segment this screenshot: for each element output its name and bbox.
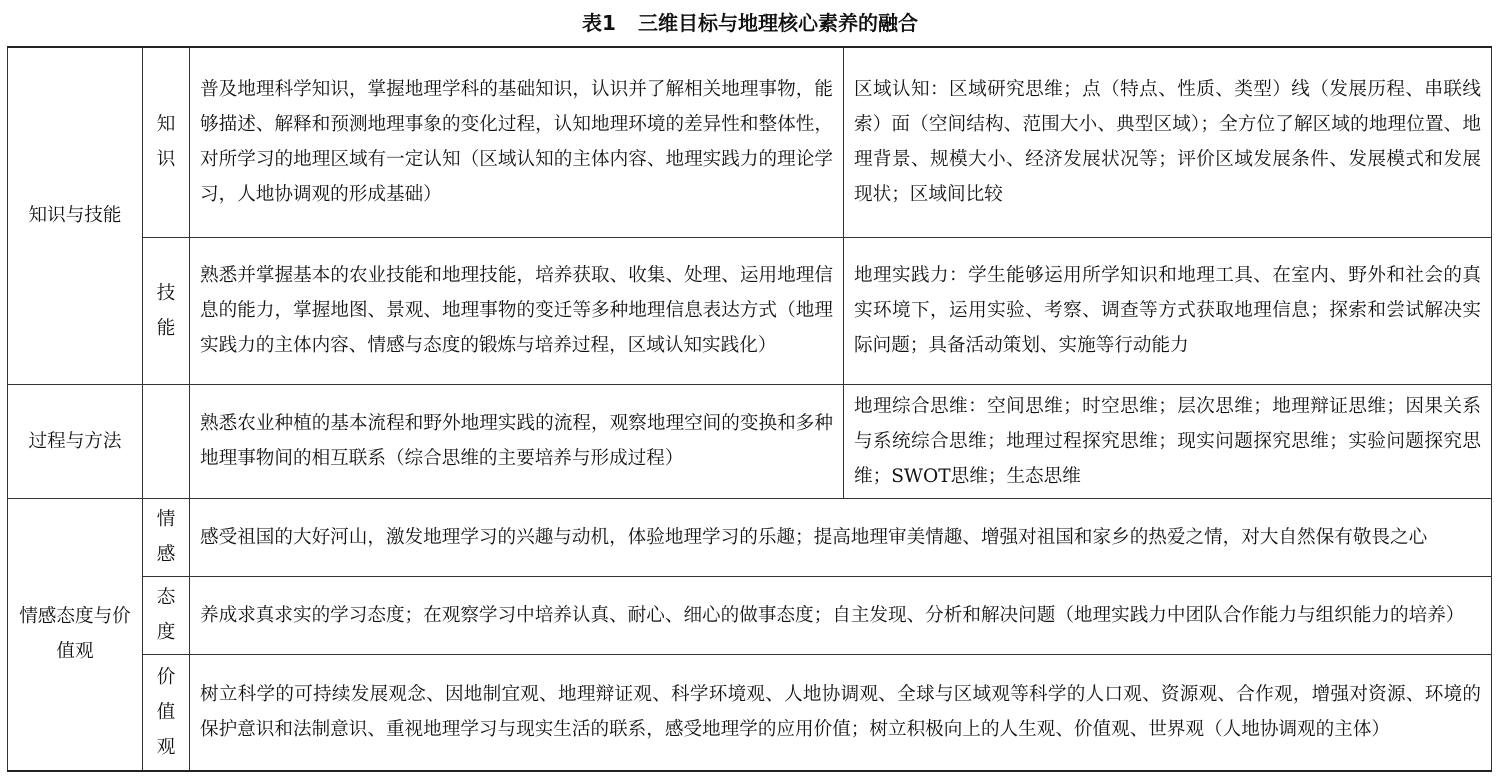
subcategory-char: 观 (156, 736, 176, 758)
knowledge-goal-text: 普及地理科学知识，掌握地理学科的基础知识，认识并了解相关地理事物，能够描述、解释和预测地理事象的变化过程，认知地理环境的差异性和整体性，对所学习的地理区域有一定认知（区域认知的主体内容、地理实践力的理论学习，人地协调观的形成基础） (190, 47, 844, 237)
table-row (8, 654, 1492, 771)
subcategory-char: 知 (156, 114, 176, 136)
table-row (8, 384, 1492, 498)
emotion-text: 感受祖国的大好河山，激发地理学习的兴趣与动机，体验地理学习的乐趣；提高地理审美情趣、增强对祖国和家乡的热爱之情，对大自然保有敬畏之心 (190, 498, 1492, 576)
attitude-text: 养成求真求实的学习态度；在观察学习中培养认真、耐心、细心的做事态度；自主发现、分析和解决问题（地理实践力中团队合作能力与组织能力的培养） (190, 576, 1492, 654)
table-row (8, 47, 1492, 237)
subcategory-char: 度 (156, 622, 176, 643)
table-number: 表1 (582, 11, 616, 35)
subcategory-char: 情 (156, 509, 176, 530)
category-process-methods: 过程与方法 (8, 384, 143, 498)
subcategory-knowledge (143, 47, 190, 237)
subcategory-char: 能 (156, 317, 176, 339)
subcategory-char: 态 (156, 587, 176, 608)
subcategory-char: 值 (156, 701, 176, 723)
subcategory-char: 感 (156, 544, 176, 565)
subcategory-values (143, 654, 190, 771)
table-caption (0, 6, 1500, 40)
regional-cognition-text: 区域认知：区域研究思维；点（特点、性质、类型）线（发展历程、串联线索）面（空间结构、范围大小、典型区域）；全方位了解区域的地理位置、地理背景、规模大小、经济发展状况等；评价区域发展条件、发展模式和发展现状；区域间比较 (844, 47, 1492, 237)
subcategory-char: 技 (156, 282, 176, 304)
subcategory-attitude (143, 576, 190, 654)
subcategory-emotion (143, 498, 190, 576)
subcategory-char: 识 (156, 149, 176, 171)
table-row (8, 237, 1492, 384)
table-row (8, 576, 1492, 654)
skills-goal-text: 熟悉并掌握基本的农业技能和地理技能，培养获取、收集、处理、运用地理信息的能力，掌握地图、景观、地理事物的变迁等多种地理信息表达方式（地理实践力的主体内容、情感与态度的锻炼与培养过程，区域认知实践化） (190, 237, 844, 384)
table-row (8, 498, 1492, 576)
geo-practice-text: 地理实践力：学生能够运用所学知识和地理工具、在室内、野外和社会的真实环境下，运用实验、考察、调查等方式获取地理信息；探索和尝试解决实际问题；具备活动策划、实施等行动能力 (844, 237, 1492, 384)
category-attitudes-values: 情感态度与价值观 (8, 498, 143, 771)
subcategory-skills (143, 237, 190, 384)
category-knowledge-skills: 知识与技能 (8, 47, 143, 384)
subcategory-char: 价 (156, 666, 176, 688)
table-title: 三维目标与地理核心素养的融合 (637, 11, 918, 35)
empty-cell (143, 384, 190, 498)
fusion-table (7, 46, 1492, 772)
process-goal-text: 熟悉农业种植的基本流程和野外地理实践的流程，观察地理空间的变换和多种地理事物间的相互联系（综合思维的主要培养与形成过程） (190, 384, 844, 498)
values-text: 树立科学的可持续发展观念、因地制宜观、地理辩证观、科学环境观、人地协调观、全球与区域观等科学的人口观、资源观、合作观，增强对资源、环境的保护意识和法制意识、重视地理学习与现实生活的联系，感受地理学的应用价值；树立积极向上的人生观、价值观、世界观（人地协调观的主体） (190, 654, 1492, 771)
integrated-thinking-text: 地理综合思维：空间思维；时空思维；层次思维；地理辩证思维；因果关系与系统综合思维；地理过程探究思维；现实问题探究思维；实验问题探究思维；SWOT思维；生态思维 (844, 384, 1492, 498)
